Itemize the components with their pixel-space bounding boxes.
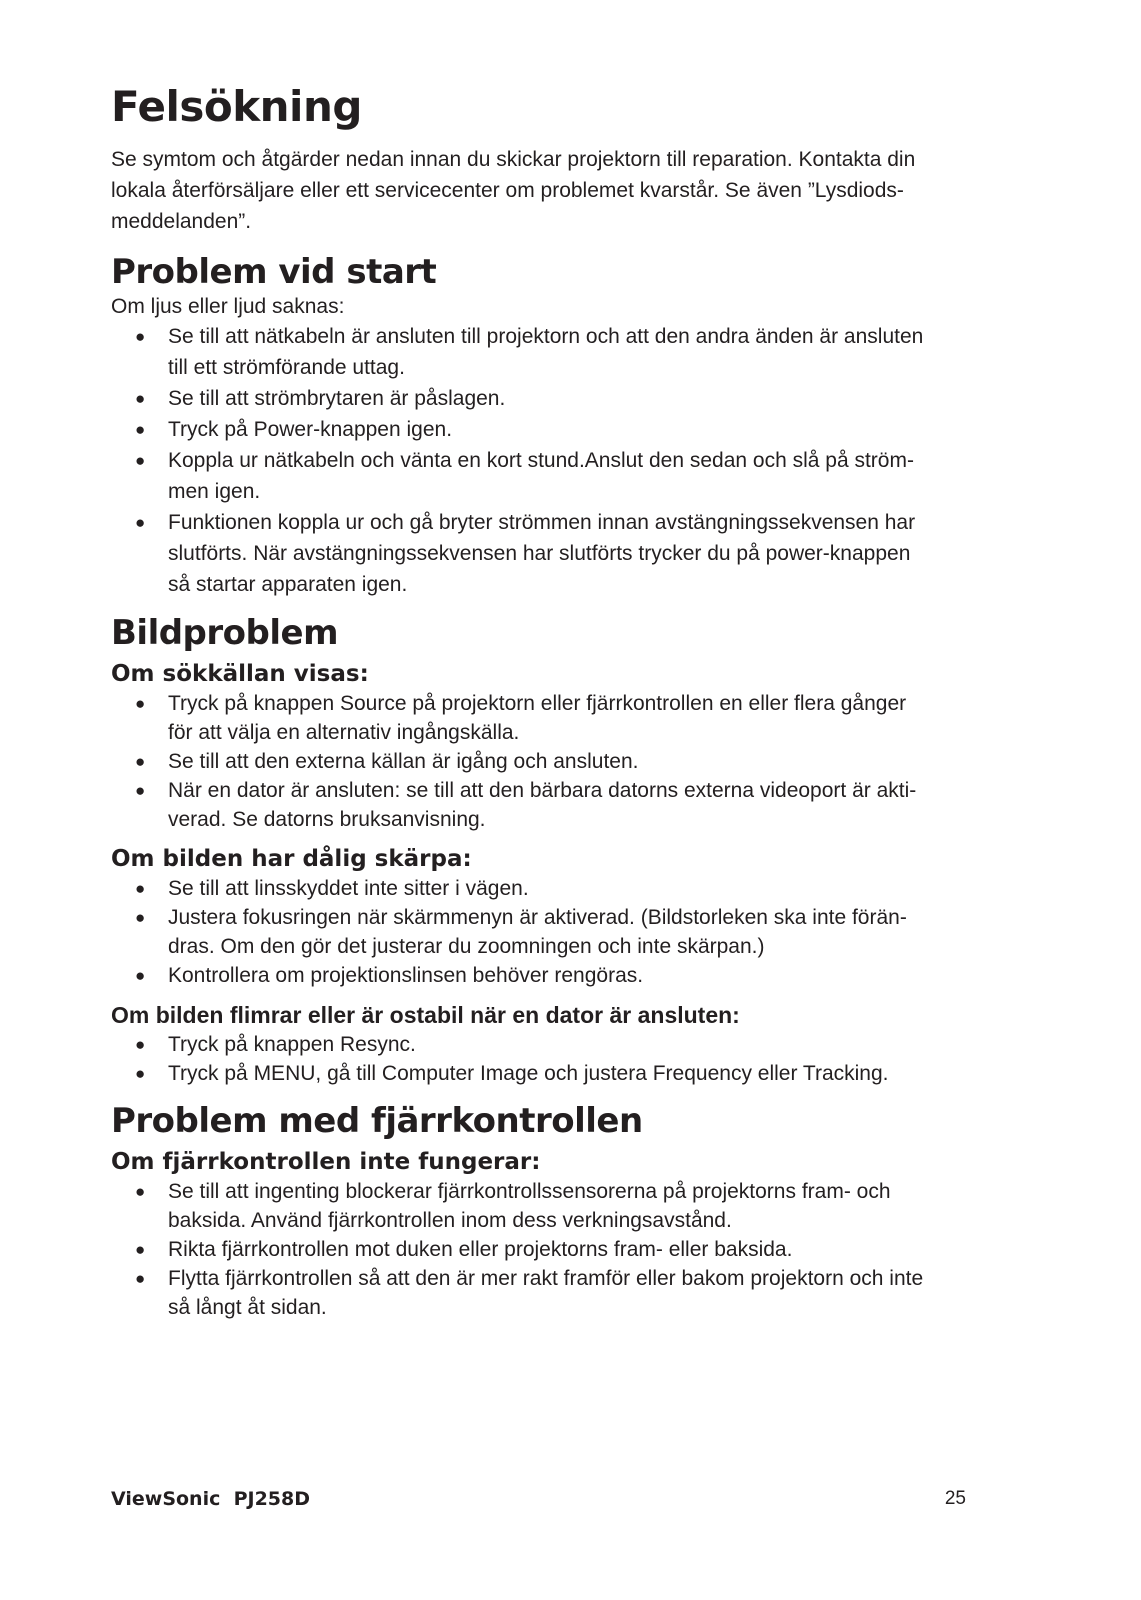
list-item-text: Flytta fjärrkontrollen så att den är mer rakt framför eller bakom projektorn och inte så långt åt sidan. bbox=[168, 1267, 924, 1320]
remote-section bbox=[111, 1102, 1031, 1322]
spacer bbox=[111, 834, 1031, 844]
list-item bbox=[111, 383, 1031, 414]
bullet-icon: ● bbox=[135, 966, 146, 986]
image-flicker-list bbox=[111, 1030, 1031, 1088]
list-item-text: Se till att nätkabeln är ansluten till projektorn och att den andra änden är ansluten till ett strömförande uttag. bbox=[168, 325, 924, 380]
bullet-icon: ● bbox=[135, 908, 146, 928]
image-focus-list bbox=[111, 874, 1031, 990]
bullet-icon: ● bbox=[135, 513, 146, 533]
image-subheading-flicker: Om bilden flimrar eller är ostabil när en dator är ansluten: bbox=[111, 1002, 740, 1029]
remote-subheading: Om fjärrkontrollen inte fungerar: bbox=[111, 1149, 541, 1176]
list-item bbox=[111, 747, 1031, 776]
bullet-icon: ● bbox=[135, 1064, 146, 1084]
bullet-icon: ● bbox=[135, 389, 146, 409]
startup-section bbox=[111, 253, 1031, 600]
list-item bbox=[111, 689, 1031, 747]
bullet-icon: ● bbox=[135, 879, 146, 899]
startup-lead: Om ljus eller ljud saknas: bbox=[111, 295, 345, 319]
list-item bbox=[111, 776, 1031, 834]
bullet-icon: ● bbox=[135, 1035, 146, 1055]
spacer bbox=[111, 1088, 1031, 1102]
image-subheading-focus: Om bilden har dålig skärpa: bbox=[111, 846, 472, 873]
list-item-text: Koppla ur nätkabeln och vänta en kort stund.Anslut den sedan och slå på ström- men igen. bbox=[168, 449, 914, 504]
list-item-text: Kontrollera om projektionslinsen behöver rengöras. bbox=[168, 964, 644, 988]
list-item bbox=[111, 1177, 1031, 1235]
remote-list bbox=[111, 1177, 1031, 1322]
list-item-text: Rikta fjärrkontrollen mot duken eller projektorns fram- eller baksida. bbox=[168, 1238, 793, 1262]
bullet-icon: ● bbox=[135, 1182, 146, 1202]
bullet-icon: ● bbox=[135, 694, 146, 714]
list-item bbox=[111, 1030, 1031, 1059]
image-heading: Bildproblem bbox=[111, 613, 339, 654]
list-item bbox=[111, 414, 1031, 445]
list-item bbox=[111, 507, 1031, 600]
page-number: 25 bbox=[944, 1488, 966, 1509]
list-item-text: Se till att strömbrytaren är påslagen. bbox=[168, 387, 506, 411]
list-item bbox=[111, 321, 1031, 383]
spacer bbox=[111, 600, 1031, 614]
list-item-text: När en dator är ansluten: se till att den bärbara datorns externa videoport är akti- verad. Se datorns bruksanvisning. bbox=[168, 779, 917, 832]
bullet-icon: ● bbox=[135, 781, 146, 801]
spacer bbox=[111, 990, 1031, 1000]
startup-list bbox=[111, 321, 1031, 600]
bullet-icon: ● bbox=[135, 1269, 146, 1289]
list-item bbox=[111, 1235, 1031, 1264]
list-item-text: Se till att den externa källan är igång och ansluten. bbox=[168, 750, 639, 774]
list-item-text: Se till att ingenting blockerar fjärrkontrollssensorerna på projektorns fram- och baksida. Använd fjärrkontrollen inom dess verkningsavstånd. bbox=[168, 1180, 891, 1233]
page-title: Felsökning bbox=[111, 82, 362, 131]
list-item-text: Funktionen koppla ur och gå bryter strömmen innan avstängningssekvensen har slutförts. När avstängningssekvensen har slutförts trycker du på power-knappen så startar apparaten igen. bbox=[168, 511, 916, 597]
list-item bbox=[111, 445, 1031, 507]
list-item bbox=[111, 1059, 1031, 1088]
list-item-text: Tryck på Power-knappen igen. bbox=[168, 418, 453, 442]
intro-paragraph: Se symtom och åtgärder nedan innan du skickar projektorn till reparation. Kontakta din lokala återförsäljare eller ett servicecenter om problemet kvarstår. Se även ”Lysdiods- meddelanden”. bbox=[111, 148, 916, 234]
bullet-icon: ● bbox=[135, 752, 146, 772]
list-item-text: Tryck på knappen Source på projektorn eller fjärrkontrollen en eller flera gånger för att välja en alternativ ingångskälla. bbox=[168, 692, 907, 745]
document-page bbox=[111, 84, 1031, 1322]
bullet-icon: ● bbox=[135, 327, 146, 347]
image-subheading-source: Om sökkällan visas: bbox=[111, 661, 369, 688]
startup-heading: Problem vid start bbox=[111, 252, 437, 293]
list-item bbox=[111, 1264, 1031, 1322]
image-section bbox=[111, 614, 1031, 1088]
bullet-icon: ● bbox=[135, 420, 146, 440]
list-item-text: Tryck på knappen Resync. bbox=[168, 1033, 416, 1057]
list-item-text: Se till att linsskyddet inte sitter i vägen. bbox=[168, 877, 529, 901]
list-item-text: Justera fokusringen när skärmmenyn är aktiverad. (Bildstorleken ska inte förän- dras. Om den gör det justerar du zoomningen och inte skärpan.) bbox=[168, 906, 907, 959]
list-item-text: Tryck på MENU, gå till Computer Image och justera Frequency eller Tracking. bbox=[168, 1062, 889, 1086]
remote-heading: Problem med fjärrkontrollen bbox=[111, 1101, 643, 1142]
image-source-list bbox=[111, 689, 1031, 834]
footer-brand: ViewSonic PJ258D bbox=[111, 1488, 311, 1510]
list-item bbox=[111, 961, 1031, 990]
bullet-icon: ● bbox=[135, 1240, 146, 1260]
list-item bbox=[111, 874, 1031, 903]
bullet-icon: ● bbox=[135, 451, 146, 471]
list-item bbox=[111, 903, 1031, 961]
page-footer bbox=[111, 1488, 966, 1512]
